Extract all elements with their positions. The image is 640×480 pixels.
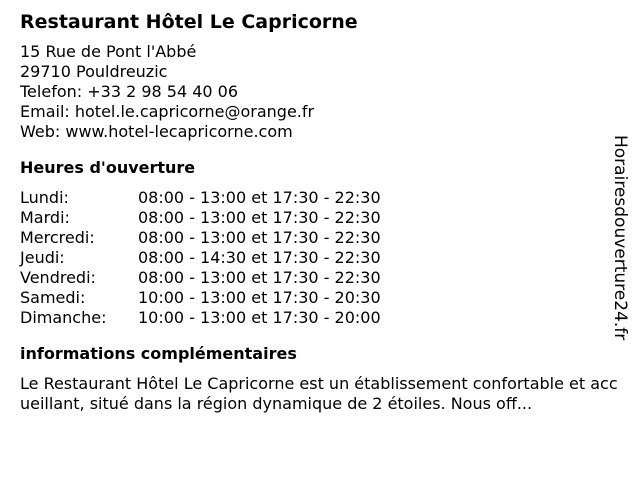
day-label: Jeudi:: [20, 248, 65, 267]
day-hours: 08:00 - 13:00 et 17:30 - 22:30: [138, 208, 381, 227]
day-label: Mercredi:: [20, 228, 95, 247]
additional-info-text: Le Restaurant Hôtel Le Capricorne est un établissement confortable et accueillant, situé dans la région dynamique de 2 étoiles. Nous off...: [20, 374, 618, 413]
restaurant-card: [20, 10, 620, 414]
day-hours: 08:00 - 13:00 et 17:30 - 22:30: [138, 268, 381, 287]
phone-line: Telefon: +33 2 98 54 40 06: [20, 82, 239, 101]
day-hours: 08:00 - 13:00 et 17:30 - 22:30: [138, 188, 381, 207]
additional-info-heading: informations complémentaires: [20, 344, 297, 363]
day-label: Dimanche:: [20, 308, 107, 327]
site-watermark: Horairesdouverture24.fr: [610, 135, 630, 341]
day-label: Mardi:: [20, 208, 70, 227]
hours-row-saturday: [20, 288, 381, 308]
restaurant-name: Restaurant Hôtel Le Capricorne: [20, 11, 358, 33]
opening-hours-heading: Heures d'ouverture: [20, 158, 196, 177]
opening-hours-table: [20, 188, 381, 328]
email-line: Email: hotel.le.capricorne@orange.fr: [20, 102, 315, 121]
hours-row-sunday: [20, 308, 381, 328]
day-hours: 10:00 - 13:00 et 17:30 - 20:30: [138, 288, 381, 307]
day-hours: 10:00 - 13:00 et 17:30 - 20:00: [138, 308, 381, 327]
hours-row-friday: [20, 268, 381, 288]
hours-row-wednesday: [20, 228, 381, 248]
day-label: Lundi:: [20, 188, 69, 207]
hours-row-tuesday: [20, 208, 381, 228]
contact-block: [20, 42, 620, 142]
day-hours: 08:00 - 14:30 et 17:30 - 22:30: [138, 248, 381, 267]
hours-row-monday: [20, 188, 381, 208]
day-hours: 08:00 - 13:00 et 17:30 - 22:30: [138, 228, 381, 247]
day-label: Samedi:: [20, 288, 86, 307]
hours-row-thursday: [20, 248, 381, 268]
address-street: 15 Rue de Pont l'Abbé: [20, 42, 197, 61]
web-line: Web: www.hotel-lecapricorne.com: [20, 122, 293, 141]
address-city: 29710 Pouldreuzic: [20, 62, 168, 81]
day-label: Vendredi:: [20, 268, 96, 287]
